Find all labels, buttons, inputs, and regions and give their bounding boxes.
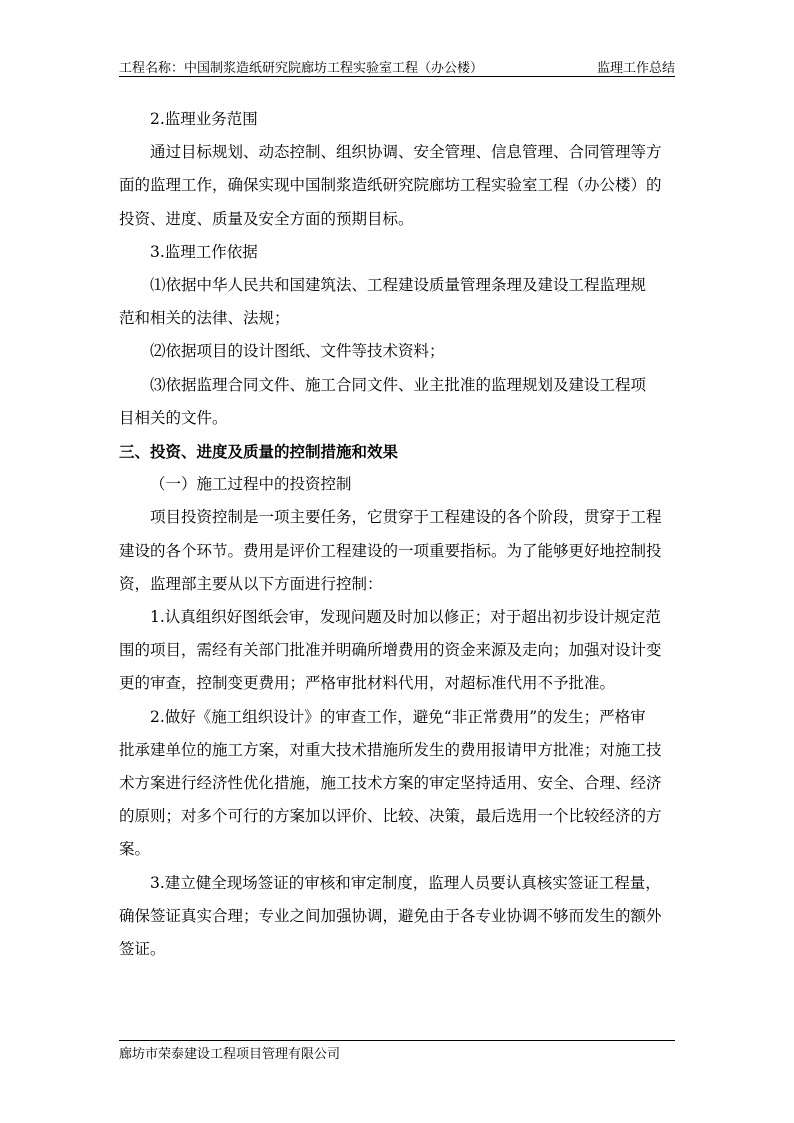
text-line: 资，监理部主要从以下方面进行控制： <box>119 574 383 593</box>
text-line: 案。 <box>119 840 151 859</box>
company-name: 廊坊市荣泰建设工程项目管理有限公司 <box>119 1047 341 1062</box>
text-line: 2.监理业务范围 <box>150 110 258 128</box>
document-body <box>119 103 675 966</box>
text-line: 面的监理工作，确保实现中国制浆造纸研究院廊坊工程实验室工程（办公楼）的 <box>119 176 662 195</box>
text-line: 1.认真组织好图纸会审，发现问题及时加以修正；对于超出初步设计规定范 <box>150 608 661 627</box>
document-type: 监理工作总结 <box>596 61 675 76</box>
text-line: 范和相关的法律、法规； <box>119 309 290 328</box>
text-line: 3.建立健全现场签证的审核和审定制度，监理人员要认真核实签证工程量， <box>150 873 661 892</box>
text-line: 3.监理工作依据 <box>150 242 258 261</box>
text-line: 术方案进行经济性优化措施，施工技术方案的审定坚持适用、安全、合理、经济 <box>119 774 662 793</box>
text-line: 确保签证真实合理；专业之间加强协调，避免由于各专业协调不够而发生的额外 <box>119 906 662 925</box>
text-line: 通过目标规划、动态控制、组织协调、安全管理、信息管理、合同管理等方 <box>150 143 662 162</box>
text-line: 签证。 <box>119 940 166 959</box>
text-line: 项目投资控制是一项主要任务，它贯穿于工程建设的各个阶段，贯穿于工程 <box>150 508 662 527</box>
text-line: 目相关的文件。 <box>119 408 228 427</box>
text-line: 投资、进度、质量及安全方面的预期目标。 <box>119 209 414 228</box>
page-footer <box>119 1040 675 1062</box>
text-line: 更的审查，控制变更费用；严格审批材料代用，对超标准代用不予批准。 <box>119 674 616 693</box>
text-line: ⑵依据项目的设计图纸、文件等技术资料； <box>150 342 445 361</box>
text-line: 的原则；对多个可行的方案加以评价、比较、决策，最后选用一个比较经济的方 <box>119 807 662 826</box>
text-line: ⑶依据监理合同文件、施工合同文件、业主批准的监理规划及建设工程项 <box>150 375 647 394</box>
project-name: 工程名称：中国制浆造纸研究院廊坊工程实验室工程（办公楼） <box>119 61 484 76</box>
text-line: 建设的各个环节。费用是评价工程建设的一项重要指标。为了能够更好地控制投 <box>119 541 662 560</box>
section-heading: 三、投资、进度及质量的控制措施和效果 <box>119 442 399 462</box>
text-line: （一）施工过程中的投资控制 <box>150 475 352 494</box>
text-line: 批承建单位的施工方案，对重大技术措施所发生的费用报请甲方批准；对施工技 <box>119 740 662 759</box>
text-line: ⑴依据中华人民共和国建筑法、工程建设质量管理条理及建设工程监理规 <box>150 276 647 295</box>
page-header <box>119 54 675 77</box>
text-line: 围的项目，需经有关部门批准并明确所增费用的资金来源及走向；加强对设计变 <box>119 641 662 660</box>
text-line: 2.做好《施工组织设计》的审查工作，避免“非正常费用”的发生；严格审 <box>150 707 646 726</box>
